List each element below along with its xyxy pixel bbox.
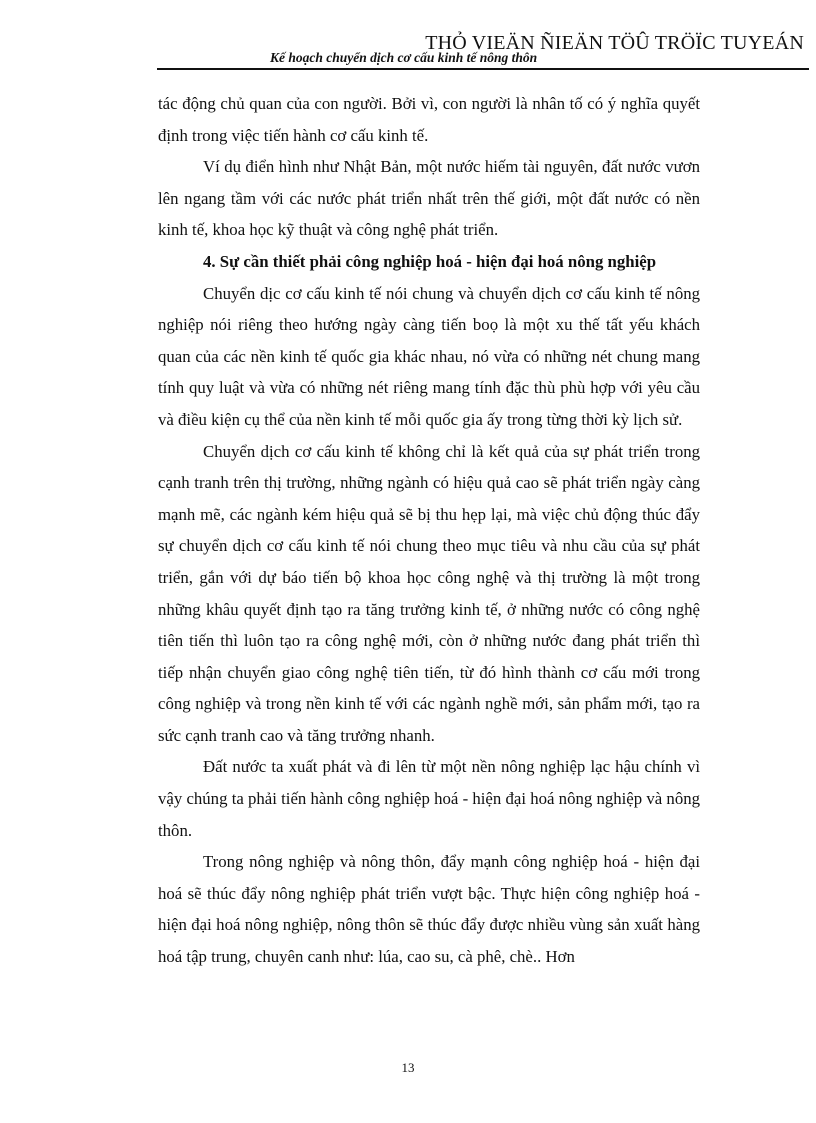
- header-rule: [157, 68, 809, 70]
- section-heading: 4. Sự cần thiết phải công nghiệp hoá - hiện đại hoá nông nghiệp: [203, 251, 657, 271]
- header-watermark: THỎ VIEÄN ÑIEÄN TÖÛ TRÖÏC TUYEÁN: [425, 32, 804, 54]
- paragraph-japan-example: Ví dụ điển hình như Nhật Bản, một nước hiếm tài nguyên, đất nước vươn lên ngang tầm với các nước phát triển nhất trên thế giới, một đất nước có nền kinh tế, khoa học kỹ thuật và công nghệ phát triển.: [158, 157, 700, 240]
- paragraph-competition: Chuyển dịch cơ cấu kinh tế không chỉ là kết quả của sự phát triển trong cạnh tranh trên thị trường, những ngành có hiệu quả cao sẽ phát triển ngày càng mạnh mẽ, các ngành kém hiệu quả sẽ bị thu hẹp lại, mà việc chủ động thúc đẩy sự chuyển dịch cơ cấu kinh tế nói chung theo mục tiêu và nhu cầu của sự phát triển, gắn với dự báo tiến bộ khoa học công nghệ và thị trường là một trong những khâu quyết định tạo ra tăng trưởng kinh tế, ở những nước có công nghệ tiên tiến thì luôn tạo ra công nghệ mới, còn ở những nước đang phát triển thì tiếp nhận chuyển giao công nghệ tiên tiến, từ đó hình thành cơ cấu mới trong công nghiệp và trong nền kinh tế với các ngành nghề mới, sản phẩm mới, tạo ra sức cạnh tranh cao và tăng trưởng nhanh.: [158, 441, 700, 745]
- paragraph-rural: Trong nông nghiệp và nông thôn, đẩy mạnh công nghiệp hoá - hiện đại hoá sẽ thúc đẩy nông nghiệp phát triển vượt bậc. Thực hiện công nghiệp hoá - hiện đại hoá nông nghiệp, nông thôn sẽ thúc đẩy được nhiều vùng sản xuất hàng hoá tập trung, chuyên canh như: lúa, cao su, cà phê, chè.. Hơn: [158, 852, 700, 967]
- page-number: 13: [401, 1060, 415, 1075]
- paragraph-continuation: tác động chủ quan của con người. Bởi vì, con người là nhân tố có ý nghĩa quyết định trong việc tiến hành cơ cấu kinh tế.: [158, 94, 700, 145]
- header-subtitle: Kế hoạch chuyển dịch cơ cấu kinh tế nông thôn: [270, 50, 538, 65]
- paragraph-restructuring-trend: Chuyển dịc cơ cấu kinh tế nói chung và chuyển dịch cơ cấu kinh tế nông nghiệp nói riêng theo hướng ngày càng tiến boọ là một xu thế tất yếu khách quan của các nền kinh tế quốc gia khác nhau, nó vừa có những nét chung mang tính quy luật và vừa có những nét riêng mang tính đặc thù phù hợp với yêu cầu và điều kiện cụ thể của nền kinh tế mỗi quốc gia ấy trong từng thời kỳ lịch sử.: [158, 283, 700, 429]
- body-text: [158, 88, 700, 973]
- paragraph-vietnam: Đất nước ta xuất phát và đi lên từ một nền nông nghiệp lạc hậu chính vì vậy chúng ta phải tiến hành công nghiệp hoá - hiện đại hoá nông nghiệp và nông thôn.: [158, 757, 700, 840]
